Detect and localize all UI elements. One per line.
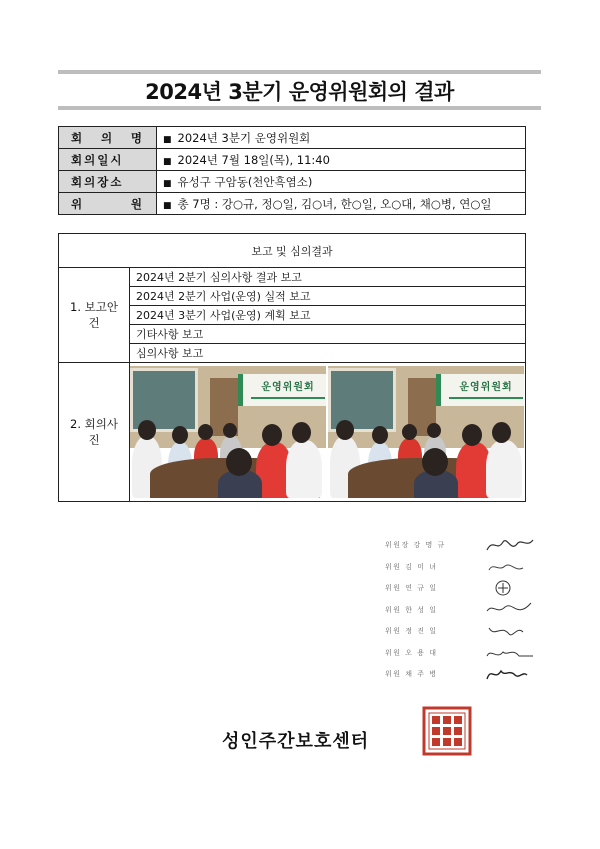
- report-table: [58, 233, 526, 502]
- agenda-item: 2024년 3분기 사업(운영) 계획 보고: [130, 306, 526, 325]
- info-key: 회 의 명: [59, 127, 157, 149]
- title-underline: [58, 106, 541, 110]
- handwritten-signature: [483, 599, 535, 621]
- banner: 운영위원회: [436, 374, 524, 406]
- table-row: [59, 149, 526, 171]
- agenda-item: 2024년 2분기 사업(운영) 실적 보고: [130, 287, 526, 306]
- handwritten-signature: [483, 534, 535, 556]
- organization-name: 성인주간보호센터: [222, 731, 370, 752]
- info-value: ■ 유성구 구암동(천안흑염소): [157, 171, 526, 193]
- table-row: [59, 171, 526, 193]
- official-seal-icon: [422, 706, 472, 756]
- info-key: 회의일시: [59, 149, 157, 171]
- signer-name: 위원 김 미 녀: [385, 562, 438, 571]
- agenda-label: 1. 보고안건: [59, 268, 130, 363]
- handwritten-signature: [483, 663, 535, 685]
- signature-row: [385, 669, 555, 691]
- meeting-photo: [328, 366, 524, 498]
- top-rule: [58, 70, 541, 74]
- info-value: ■ 총 7명 : 강○규, 정○일, 김○녀, 한○일, 오○대, 채○병, 연○일: [157, 193, 526, 215]
- meeting-info-table: [58, 126, 526, 215]
- signer-name: 위원 오 용 대: [385, 648, 438, 657]
- signature-block: [385, 540, 555, 691]
- table-row: [59, 193, 526, 215]
- agenda-item: 2024년 2분기 심의사항 결과 보고: [130, 268, 526, 287]
- agenda-item: 기타사항 보고: [130, 325, 526, 344]
- signer-name: 위원장 강 명 규: [385, 541, 446, 549]
- handwritten-signature: [483, 620, 535, 642]
- report-header: 보고 및 심의결과: [59, 234, 526, 268]
- handwritten-signature: [483, 642, 535, 664]
- signer-name: 위원 정 진 일: [385, 627, 438, 635]
- agenda-item: 심의사항 보고: [130, 344, 526, 363]
- photo-label: 2. 회의사진: [59, 363, 130, 502]
- info-value: ■ 2024년 7월 18일(목), 11:40: [157, 149, 526, 171]
- handwritten-signature: [483, 577, 535, 599]
- meeting-photos: [130, 363, 526, 502]
- info-value: ■ 2024년 3분기 운영위원회: [157, 127, 526, 149]
- table-row: [59, 127, 526, 149]
- signer-name: 위원 채 주 병: [385, 670, 438, 678]
- info-key: 위 원: [59, 193, 157, 215]
- handwritten-signature: [483, 556, 535, 578]
- meeting-photo: [130, 366, 326, 498]
- banner: 운영위원회: [238, 374, 326, 406]
- info-key: 회의장소: [59, 171, 157, 193]
- page-title: 2024년 3분기 운영위원회의 결과: [145, 80, 454, 104]
- signer-name: 위원 연 규 일: [385, 584, 438, 592]
- signer-name: 위원 한 성 일: [385, 605, 438, 614]
